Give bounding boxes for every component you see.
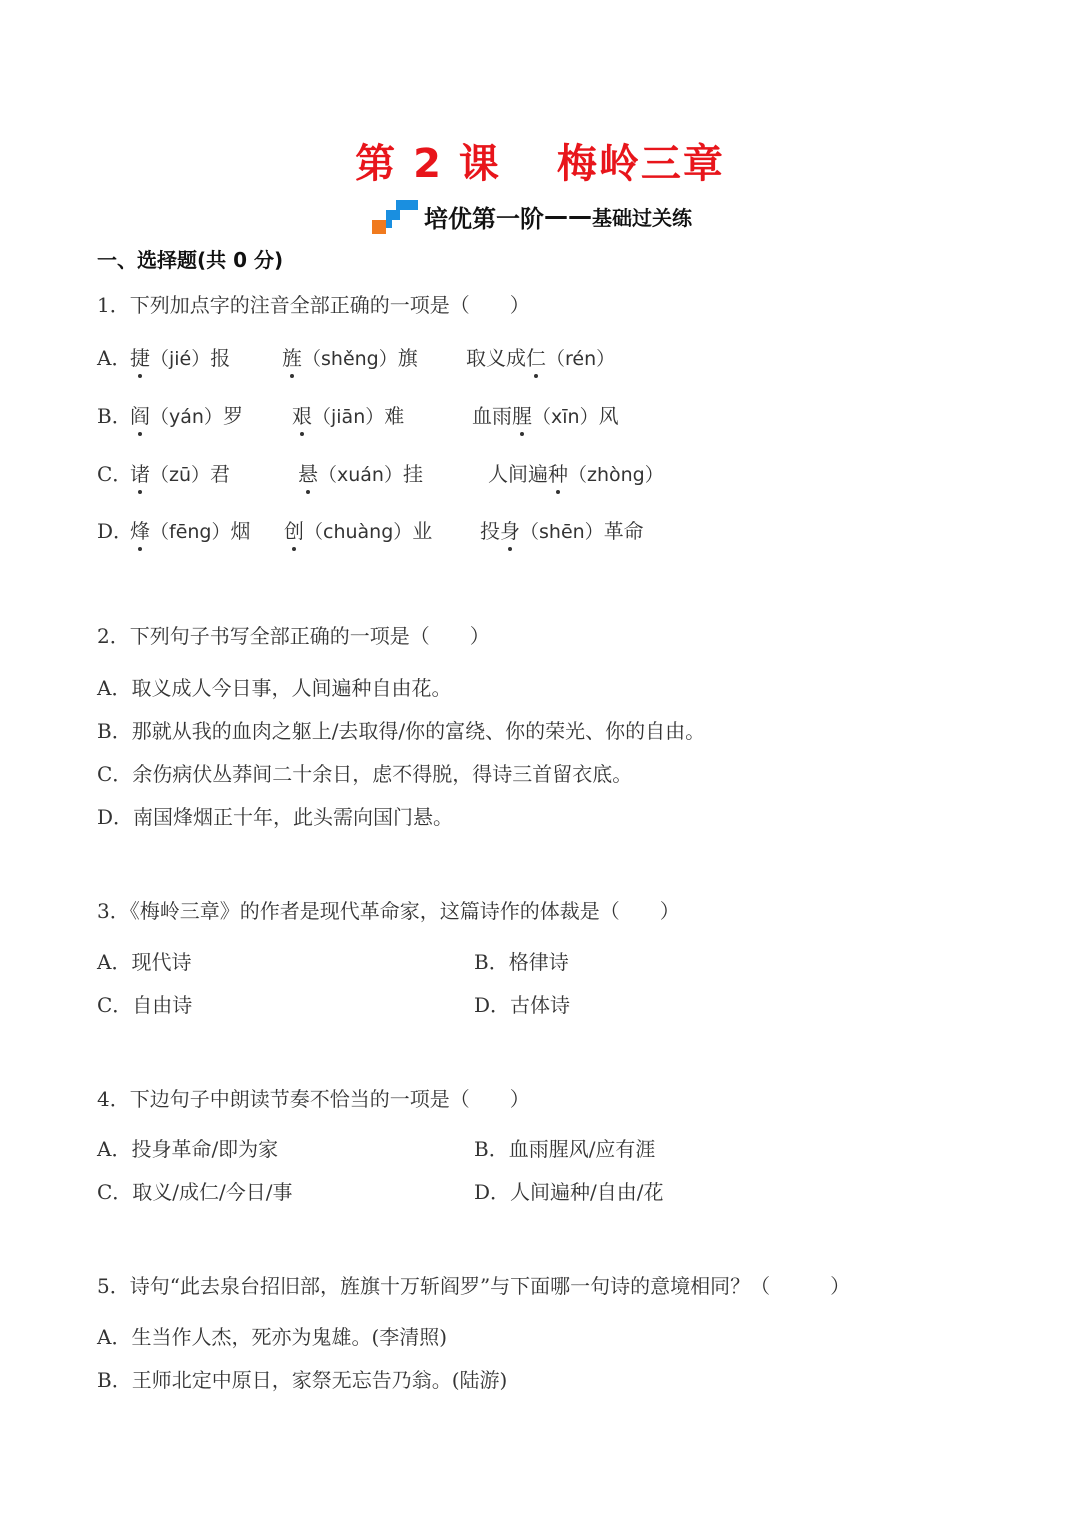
dotted-character: 烽 xyxy=(130,519,150,543)
dotted-character: 身 xyxy=(500,519,520,543)
dotted-character: 阎 xyxy=(130,404,150,428)
item-suffix: 革命 xyxy=(603,519,644,543)
steps-logo-icon xyxy=(372,198,418,234)
question-3-option-c: C．自由诗 xyxy=(97,993,193,1017)
dotted-character: 捷 xyxy=(130,346,150,370)
level-heading xyxy=(372,196,692,236)
item-prefix: 投 xyxy=(480,519,500,543)
question-5-option-a: A．生当作人杰，死亦为鬼雄。(李清照) xyxy=(97,1325,448,1349)
question-1-option-c-item xyxy=(130,458,230,487)
question-1-option-d-item xyxy=(284,515,432,544)
pinyin: （jiān） xyxy=(312,406,385,428)
item-prefix: 取义成 xyxy=(466,346,526,370)
question-2-option-a: A．取义成人今日事，人间遍种自由花。 xyxy=(97,676,452,700)
item-suffix: 旗 xyxy=(397,346,418,370)
dotted-character: 创 xyxy=(284,519,304,543)
question-4-option-d: D．人间遍种/自由/花 xyxy=(474,1180,664,1204)
dotted-character: 诸 xyxy=(130,462,150,486)
question-1-option-d-label: D． xyxy=(97,519,134,543)
question-1-option-b-item xyxy=(472,400,619,429)
item-suffix: 难 xyxy=(384,404,405,428)
pinyin: （shēn） xyxy=(520,521,604,543)
question-2-stem: 2．下列句子书写全部正确的一项是（ ） xyxy=(97,624,490,648)
dotted-character: 腥 xyxy=(512,404,532,428)
pinyin: （xīn） xyxy=(532,406,599,428)
question-4-option-b: B．血雨腥风/应有涯 xyxy=(474,1137,656,1161)
level-sub: 基础过关练 xyxy=(592,205,692,230)
dotted-character: 旌 xyxy=(282,346,302,370)
question-4-option-c: C．取义/成仁/今日/事 xyxy=(97,1180,293,1204)
lesson-title xyxy=(0,132,1080,189)
pinyin: （rén） xyxy=(546,348,616,370)
pinyin: （zū） xyxy=(150,464,211,486)
item-suffix: 报 xyxy=(210,346,231,370)
question-2-option-b: B．那就从我的血肉之躯上/去取得/你的富绕、你的荣光、你的自由。 xyxy=(97,719,706,743)
dotted-character: 种 xyxy=(548,462,568,486)
lesson-name: 梅岭三章 xyxy=(556,141,725,187)
dotted-character: 艰 xyxy=(292,404,312,428)
question-1-option-d-item xyxy=(480,515,644,544)
pinyin: （shěng） xyxy=(302,348,398,370)
pinyin: （xuán） xyxy=(318,464,403,486)
question-1-option-c-item xyxy=(488,458,664,487)
pinyin: （jié） xyxy=(150,348,211,370)
question-3-option-a: A．现代诗 xyxy=(97,950,192,974)
question-3-option-b: B．格律诗 xyxy=(474,950,569,974)
item-suffix: 挂 xyxy=(402,462,423,486)
dotted-character: 悬 xyxy=(298,462,318,486)
question-1-option-a-item xyxy=(466,342,615,371)
item-prefix: 血雨 xyxy=(472,404,512,428)
level-main: 培优第一阶 xyxy=(424,204,544,233)
question-1-stem: 1．下列加点字的注音全部正确的一项是（ ） xyxy=(97,293,530,317)
question-4-option-a: A．投身革命/即为家 xyxy=(97,1137,279,1161)
question-2-option-c: C．余伤病伏丛莽间二十余日，虑不得脱，得诗三首留衣底。 xyxy=(97,762,633,786)
question-2-option-d: D．南国烽烟正十年，此头需向国门悬。 xyxy=(97,805,454,829)
question-5-option-b: B．王师北定中原日，家祭无忘告乃翁。(陆游) xyxy=(97,1368,508,1392)
item-suffix: 烟 xyxy=(230,519,251,543)
question-1-option-b-item xyxy=(292,400,404,429)
pinyin: （chuàng） xyxy=(304,521,413,543)
item-suffix: 君 xyxy=(210,462,231,486)
item-suffix: 业 xyxy=(412,519,433,543)
item-suffix: 罗 xyxy=(222,404,243,428)
question-1-option-b-label: B． xyxy=(97,404,132,428)
pinyin: （yán） xyxy=(150,406,223,428)
question-1-option-c-label: C． xyxy=(97,462,133,486)
item-prefix: 人间遍 xyxy=(488,462,548,486)
question-4-stem: 4．下边句子中朗读节奏不恰当的一项是（ ） xyxy=(97,1087,530,1111)
question-5-stem: 5．诗句“此去泉台招旧部，旌旗十万斩阎罗”与下面哪一句诗的意境相同？（ ） xyxy=(97,1274,851,1298)
lesson-number: 第 2 课 xyxy=(355,141,501,187)
section-heading: 一、选择题(共 0 分) xyxy=(97,248,284,272)
question-3-stem: 3．《梅岭三章》的作者是现代革命家，这篇诗作的体裁是（ ） xyxy=(97,899,680,923)
level-dash: —— xyxy=(544,202,592,230)
question-1-option-a-item xyxy=(130,342,230,371)
item-suffix: 风 xyxy=(598,404,619,428)
question-1-option-d-item xyxy=(130,515,250,544)
pinyin: （zhòng） xyxy=(568,464,664,486)
question-1-option-c-item xyxy=(298,458,423,487)
question-1-option-a-label: A． xyxy=(97,346,132,370)
pinyin: （fēng） xyxy=(150,521,231,543)
dotted-character: 仁 xyxy=(526,346,546,370)
question-1-option-b-item xyxy=(130,400,243,429)
question-3-option-d: D．古体诗 xyxy=(474,993,571,1017)
question-1-option-a-item xyxy=(282,342,418,371)
